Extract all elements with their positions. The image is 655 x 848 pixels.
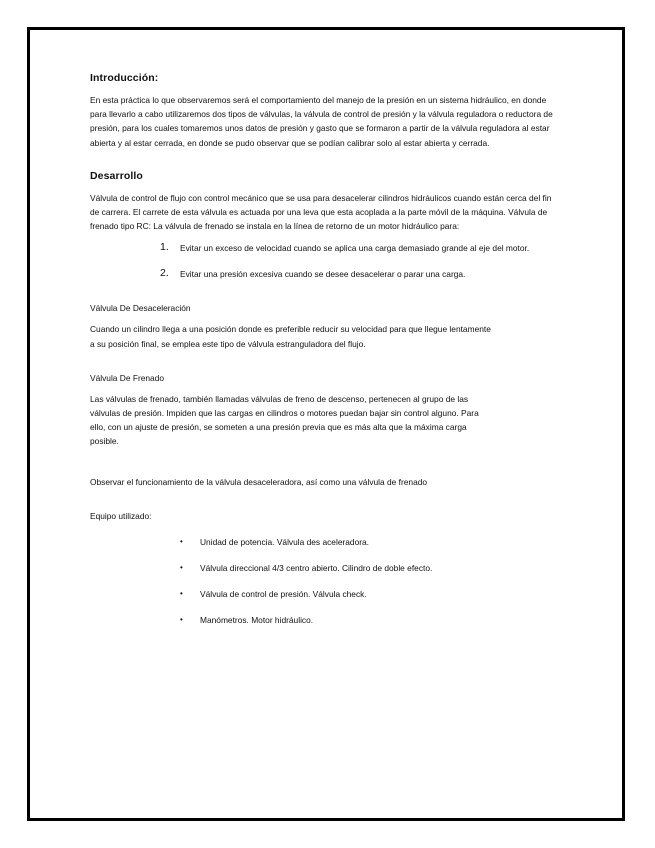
list-item-text: Evitar un exceso de velocidad cuando se aplica una carga demasiado grande al eje del motor. [180,243,530,254]
bullet-icon: • [180,536,183,546]
bullet-icon: • [180,614,183,624]
list-item [90,267,565,281]
list-item [90,613,570,627]
desaceleracion-paragraph: Cuando un cilindro llega a una posición donde es preferible reducir su velocidad para que llegue lentamente a su posición final, se emplea este tipo de válvula estranguladora del flujo. [90,324,491,349]
list-item-text: Válvula direccional 4/3 centro abierto. Cilindro de doble efecto. [200,562,433,573]
bullet-icon: • [180,562,183,572]
list-number: 2. [160,267,169,280]
desarrollo-heading: Desarrollo [90,169,143,182]
equipo-list [90,535,570,627]
intro-paragraph: En esta práctica lo que observaremos será el comportamiento del manejo de la presión en un sistema hidráulico, en donde para llevarlo a cabo utilizaremos dos tipos de válvulas, la válvula de control de presión y la válvula reguladora o reductora de presión, para los cuales tomaremos unos datos de presión y gasto que se formaron a partir de la válvula reguladora al estar abierta y al estar cerrada, en donde se pudo observar que se podían calibrar solo al estar abierta y cerrada. [90,95,553,148]
intro-heading: Introducción: [90,72,159,84]
list-item [90,241,565,255]
list-number: 1. [160,241,169,254]
desaceleracion-heading: Válvula De Desaceleración [90,303,191,314]
equipo-heading: Equipo utilizado: [90,510,152,521]
desarrollo-paragraph: Válvula de control de flujo con control mecánico que se usa para desacelerar cilindros hidráulicos cuando están cerca del fin de carrera. El carrete de esta válvula es actuada por una leva que esta acoplada a la parte móvil de la máquina. Válvula de frenado tipo RC: La válvula de frenado se instala en la línea de retorno de un motor hidráulico para: [90,192,552,232]
frenado-paragraph: Las válvulas de frenado, también llamadas válvulas de freno de descenso, pertenecen al grupo de las válvulas de presión. Impiden que las cargas en cilindros o motores puedan bajar sin control alguno. Para ello, con un ajuste de presión, se someten a una presión previa que es más alta que la máxima carga posible. [90,393,479,447]
list-item-text: Unidad de potencia. Válvula des aceleradora. [200,536,370,547]
objetivo-paragraph: Observar el funcionamiento de la válvula desaceleradora, así como una válvula de frenado [90,476,428,487]
list-item [90,561,570,575]
list-item-text: Válvula de control de presión. Válvula check. [200,588,367,599]
list-item-text: Manómetros. Motor hidráulico. [200,614,314,625]
document-body [90,72,570,627]
desarrollo-list [90,241,570,281]
frenado-heading: Válvula De Frenado [90,372,165,383]
list-item [90,535,570,549]
list-item-text: Evitar una presión excesiva cuando se desee desacelerar o parar una carga. [180,269,466,280]
bullet-icon: • [180,588,183,598]
list-item [90,587,570,601]
